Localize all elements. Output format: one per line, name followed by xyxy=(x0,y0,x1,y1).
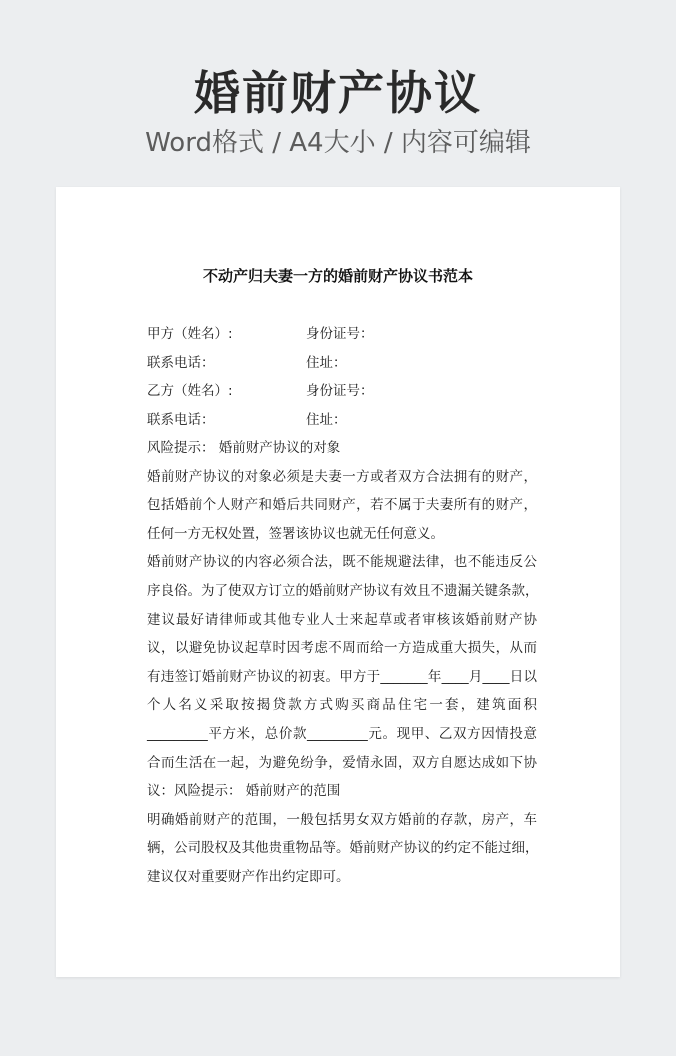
body-line: 合而生活在一起，为避免纷争，爱情永固，双方自愿达成如下协 xyxy=(147,754,537,771)
party-b-phone-label: 联系电话： xyxy=(147,411,215,428)
body-line: 建议仅对重要财产作出约定即可。 xyxy=(147,868,350,885)
party-a-name-label: 甲方（姓名）: xyxy=(147,326,233,342)
body-line: 婚前财产协议的内容必须合法，既不能规避法律，也不能违反公 xyxy=(147,554,537,571)
info-row xyxy=(147,377,547,406)
document-title: 不动产归夫妻一方的婚前财产协议书范本 xyxy=(202,267,473,285)
party-a-id-label: 身份证号： xyxy=(306,326,374,342)
body-line: 明确婚前财产的范围，一般包括男女双方婚前的存款，房产，车 xyxy=(147,811,537,828)
info-row xyxy=(147,406,547,435)
body-line: 议：风险提示： 婚前财产的范围 xyxy=(147,783,341,800)
document-body xyxy=(147,434,537,892)
body-line: 个人名义采取按揭贷款方式购买商品住宅一套，建筑面积 xyxy=(147,697,537,714)
body-line: 议，以避免协议起草时因考虑不周而给一方造成重大损失，从而 xyxy=(147,640,537,657)
body-line: 有违签订婚前财产协议的初衷。甲方于_______年____月____日以 xyxy=(147,668,537,685)
subtitle: Word格式 / A4大小 / 内容可编辑 xyxy=(145,128,531,158)
party-a-phone-label: 联系电话： xyxy=(147,354,215,371)
body-line: 任何一方无权处置，签署该协议也就无任何意义。 xyxy=(147,525,444,542)
body-line: 序良俗。为了使双方订立的婚前财产协议有效且不遗漏关键条款， xyxy=(147,582,539,599)
body-line: 包括婚前个人财产和婚后共同财产，若不属于夫妻所有的财产， xyxy=(147,497,537,514)
page-header xyxy=(0,60,676,160)
info-row xyxy=(147,320,547,349)
document-page xyxy=(56,187,620,977)
body-line: 辆，公司股权及其他贵重物品等。婚前财产协议的约定不能过细， xyxy=(147,840,539,857)
body-line: _________平方米，总价款_________元。现甲、乙双方因情投意 xyxy=(147,725,537,742)
party-b-address-label: 住址： xyxy=(306,411,347,428)
info-row xyxy=(147,349,547,378)
party-b-name-label: 乙方（姓名）: xyxy=(147,383,233,400)
party-b-id-label: 身份证号： xyxy=(306,383,374,400)
body-line: 建议最好请律师或其他专业人士来起草或者审核该婚前财产协 xyxy=(147,611,537,628)
party-a-address-label: 住址： xyxy=(306,354,347,371)
main-title: 婚前财产协议 xyxy=(194,66,482,120)
party-info xyxy=(147,320,547,434)
body-line: 风险提示： 婚前财产协议的对象 xyxy=(147,440,341,456)
body-line: 婚前财产协议的对象必须是夫妻一方或者双方合法拥有的财产， xyxy=(147,468,537,485)
